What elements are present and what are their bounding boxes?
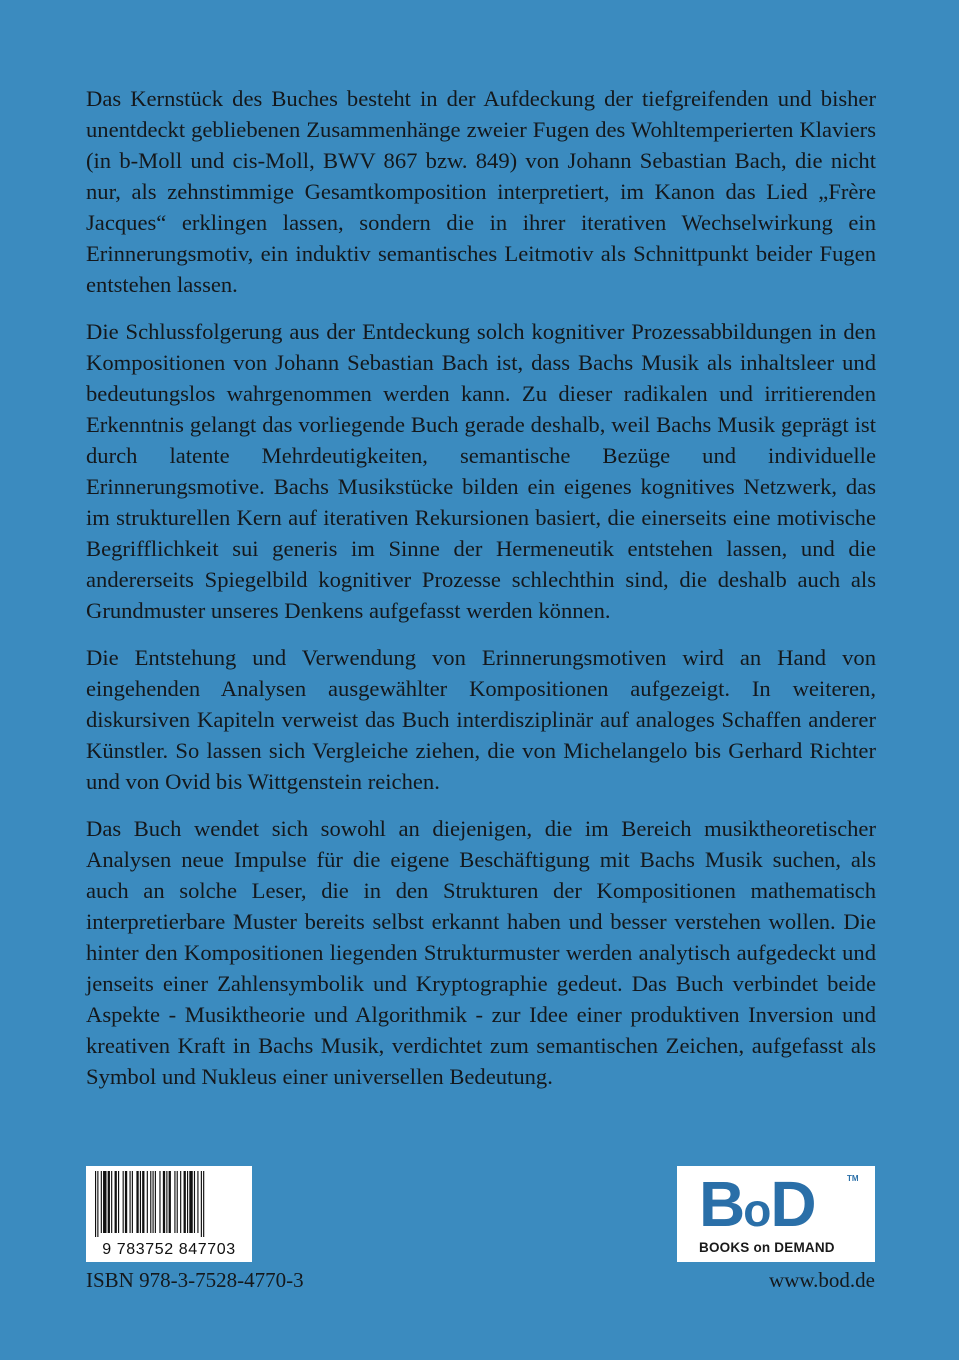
paragraph-2: Die Schlussfolgerung aus der Entdeckung solch kognitiver Prozessabbildungen in den Kompositionen von Johann Sebastian Bach ist, dass Bachs Musik als inhaltsleer und bedeutungslos wahrgenommen werden kann. Zu dieser radikalen und irritierenden Erkenntnis gelangt das vorliegende Buch gerade deshalb, weil Bachs Musik geprägt ist durch latente Mehrdeutigkeiten, semantische Bezüge und individuelle Erinnerungsmotive. Bachs Musikstücke bilden ein eigenes kognitives Netzwerk, das im strukturellen Kern auf iterativen Rekursionen basiert, die einerseits eine motivische Begrifflichkeit sui generis im Sinne der Hermeneutik entstehen lassen, und die andererseits Spiegelbild kognitiver Prozesse schlechthin sind, die deshalb auch als Grundmuster unseres Denkens aufgefasst werden können.: [86, 319, 876, 623]
back-cover-text: [86, 83, 876, 1108]
logo-letter-o: o: [743, 1184, 771, 1236]
barcode-icon: [93, 1171, 247, 1237]
bod-logo: [677, 1166, 875, 1262]
paragraph-3: Die Entstehung und Verwendung von Erinnerungsmotiven wird an Hand von eingehenden Analysen ausgewählter Kompositionen aufgezeigt. In weiteren, diskursiven Kapiteln verweist das Buch interdisziplinär auf analoges Schaffen anderer Künstler. So lassen sich Vergleiche ziehen, die von Michelangelo bis Gerhard Richter und von Ovid bis Wittgenstein reichen.: [86, 645, 876, 794]
barcode-digits: 9 783752 847703: [102, 1241, 236, 1258]
paragraph-4: Das Buch wendet sich sowohl an diejenigen, die im Bereich musiktheoretischer Analysen neue Impulse für die eigene Beschäftigung mit Bachs Musik suchen, als auch an solche Leser, die in den Strukturen der Kompositionen mathematisch interpretierbare Muster bereits selbst erkannt haben und besser verstehen wollen. Die hinter den Kompositionen liegenden Strukturmuster werden analytisch aufgedeckt und jenseits einer Zahlensymbolik und Kryptographie gedeut. Das Buch verbindet beide Aspekte - Musiktheorie und Algorithmik - zur Idee einer produktiven Inversion und kreativen Kraft in Bachs Musik, verdichtet zum semantischen Zeichen, aufgefasst als Symbol und Nukleus einer universellen Bedeutung.: [86, 816, 876, 1089]
logo-letter-d: D: [770, 1168, 815, 1240]
isbn-barcode: [86, 1166, 252, 1262]
publisher-website: www.bod.de: [769, 1268, 875, 1292]
isbn-number: ISBN 978-3-7528-4770-3: [86, 1268, 304, 1292]
trademark-symbol: TM: [847, 1174, 859, 1183]
paragraph-1: Das Kernstück des Buches besteht in der Aufdeckung der tiefgreifenden und bisher unentdeckt gebliebenen Zusammenhänge zweier Fugen des Wohltemperierten Klaviers (in b-Moll und cis-Moll, BWV 867 bzw. 849) von Johann Sebastian Bach, die nicht nur, als zehnstimmige Gesamtkomposition interpretiert, im Kanon das Lied „Frère Jacques“ erklingen lassen, sondern die in ihrer iterativen Wechselwirkung ein Erinnerungsmotiv, ein induktiv semantisches Leitmotiv als Schnittpunkt beider Fugen entstehen lassen.: [86, 86, 876, 297]
logo-tagline: BOOKS on DEMAND: [699, 1240, 835, 1255]
logo-letter-b: B: [699, 1168, 744, 1240]
bod-logo-mark: [699, 1170, 815, 1244]
